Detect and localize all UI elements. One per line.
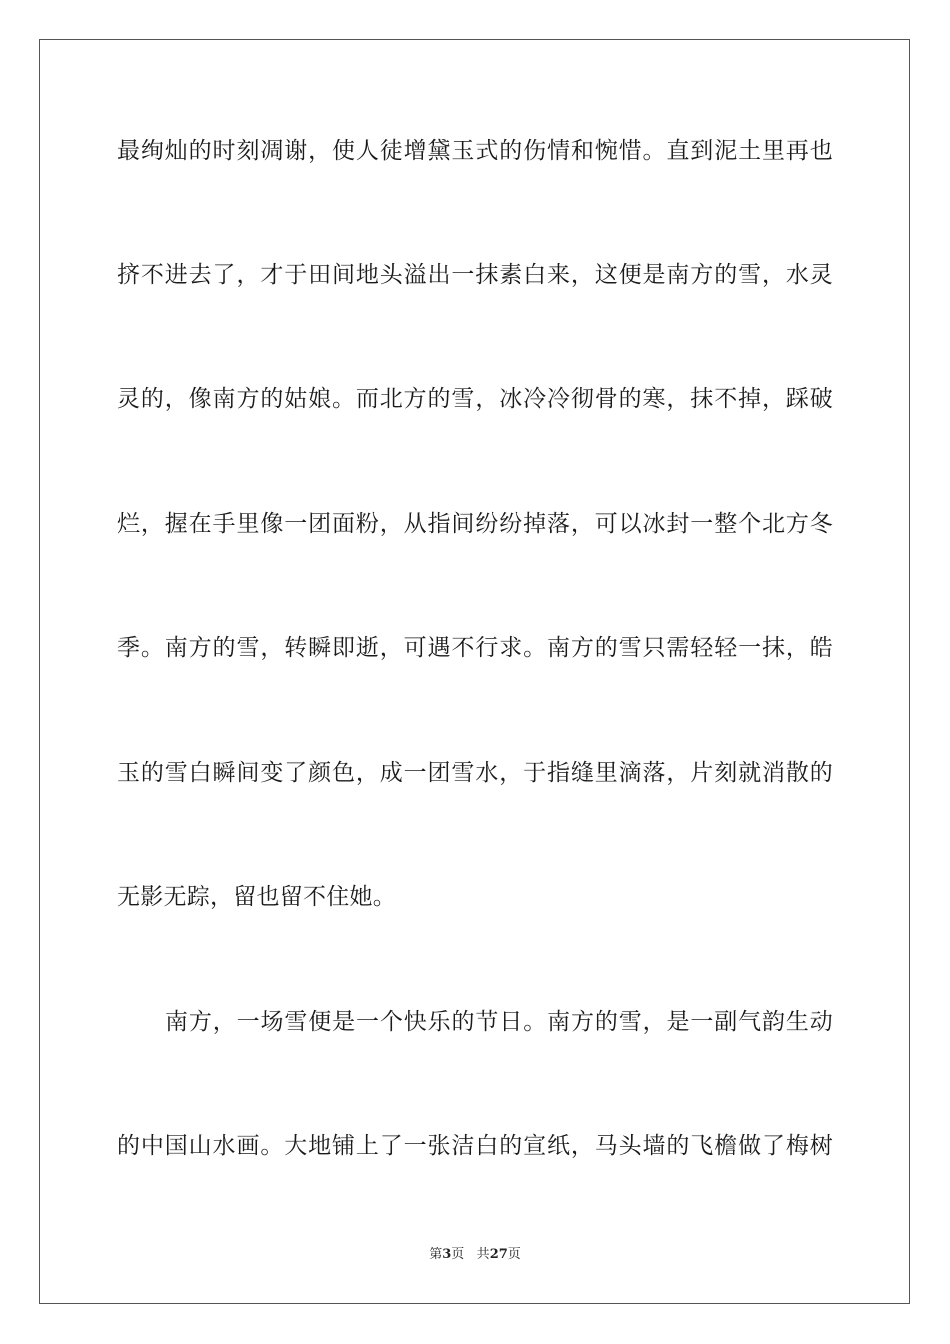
total-prefix: 共 [476,1247,490,1262]
text-line: 挤不进去了，才于田间地头溢出一抹素白来，这便是南方的雪，水灵 [117,262,833,288]
page-prefix: 第 [429,1247,443,1262]
text-line: 无影无踪，留也留不住她。 [117,884,396,910]
text-line: 最绚灿的时刻凋谢，使人徒增黛玉式的伤情和惋惜。直到泥土里再也 [117,138,833,164]
paragraph-first-line: 南方，一场雪便是一个快乐的节日。南方的雪，是一副气韵生动 [165,1009,833,1035]
text-line: 季。南方的雪，转瞬即逝，可遇不行求。南方的雪只需轻轻一抹，皓 [117,635,833,661]
text-line: 烂，握在手里像一团面粉，从指间纷纷掉落，可以冰封一整个北方冬 [117,511,833,537]
text-line: 玉的雪白瞬间变了颜色，成一团雪水，于指缝里滴落，片刻就消散的 [117,760,833,786]
text-line: 的中国山水画。大地铺上了一张洁白的宣纸，马头墙的飞檐做了梅树 [117,1133,833,1159]
page-suffix: 页 [451,1247,465,1262]
page-footer [0,1246,950,1264]
page-number: 3 [442,1247,452,1262]
total-pages: 27 [489,1247,508,1262]
text-line: 灵的，像南方的姑娘。而北方的雪，冰冷冷彻骨的寒，抹不掉，踩破 [117,386,833,412]
total-suffix: 页 [507,1247,521,1262]
page-border [39,39,910,1304]
